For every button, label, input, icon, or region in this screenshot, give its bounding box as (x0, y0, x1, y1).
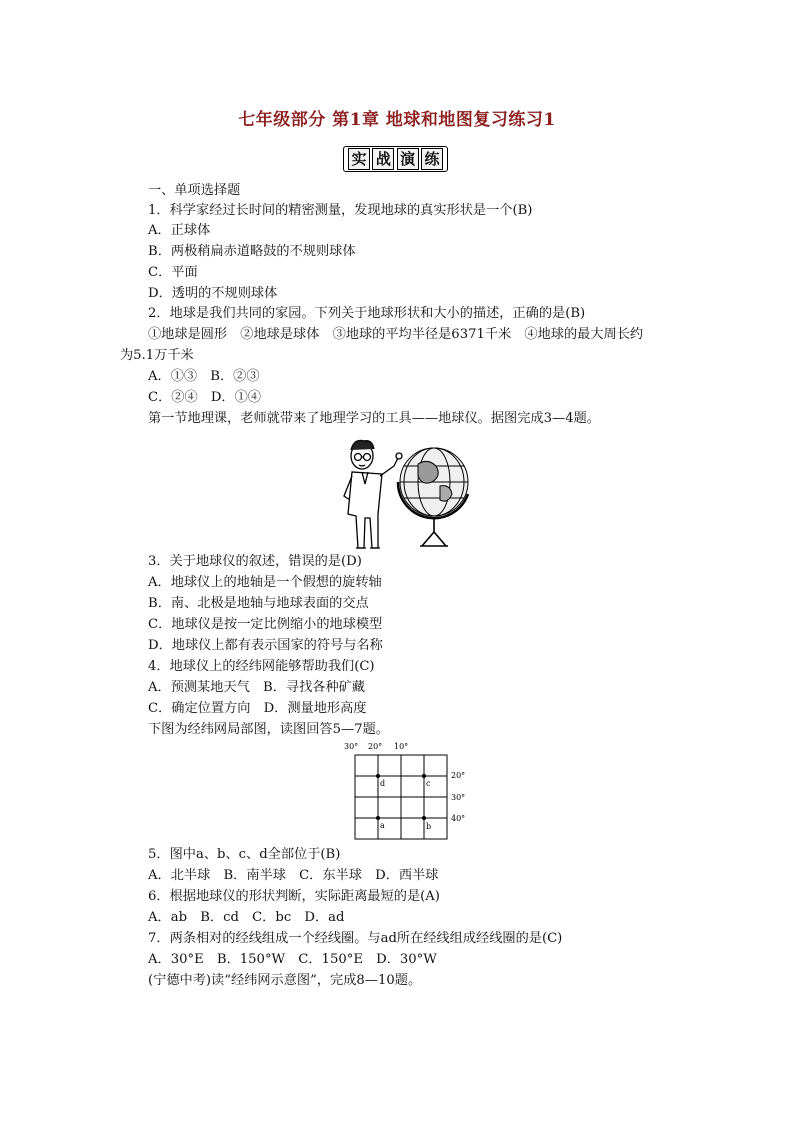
question-6: 6．根据地球仪的形状判断，实际距离最短的是(A) (148, 889, 440, 904)
point-b-marker (422, 816, 426, 820)
question-4: 4．地球仪上的经纬网能够帮助我们(C) (148, 659, 375, 674)
banner-char: 战 (372, 148, 394, 170)
option: B．两极稍扁赤道略鼓的不规则球体 (148, 244, 356, 259)
statement-list-cont: 为5.1万千米 (120, 348, 194, 363)
banner-char: 练 (421, 148, 443, 170)
point-b-label: b (426, 822, 432, 831)
option: A．①③ B．②③ (148, 369, 260, 384)
option: A．北半球 B．南半球 C．东半球 D．西半球 (148, 868, 439, 883)
option: D．透明的不规则球体 (148, 286, 278, 301)
parallel-label: 40° (451, 814, 466, 823)
option: C．确定位置方向 D．测量地形高度 (148, 701, 367, 716)
option: B．南、北极是地轴与地球表面的交点 (148, 596, 369, 611)
question-5: 5．图中a、b、c、d全部位于(B) (148, 847, 341, 862)
point-c-marker (422, 774, 426, 778)
option: A．地球仪上的地轴是一个假想的旋转轴 (148, 575, 382, 590)
point-d-label: d (380, 779, 386, 788)
option: C．平面 (148, 265, 198, 280)
section-banner (343, 146, 448, 172)
parallel-label: 30° (451, 793, 466, 802)
passage-intro: 第一节地理课，老师就带来了地理学习的工具——地球仪。据图完成3—4题。 (148, 411, 600, 426)
option: D．地球仪上都有表示国家的符号与名称 (148, 638, 383, 653)
option: A．30°E B．150°W C．150°E D．30°W (148, 952, 437, 967)
question-2: 2．地球是我们共同的家园。下列关于地球形状和大小的描述，正确的是(B) (148, 306, 586, 321)
statement-list: ①地球是圆形 ②地球是球体 ③地球的平均半径是6371千米 ④地球的最大周长约 (148, 327, 644, 342)
banner-char: 实 (348, 148, 370, 170)
question-7: 7．两条相对的经线组成一个经线圈。与ad所在经线组成经线圈的是(C) (148, 931, 563, 946)
point-d-marker (376, 774, 380, 778)
point-a-label: a (380, 821, 385, 830)
meridian-label: 30° (344, 742, 359, 751)
section-heading: 一、单项选择题 (148, 183, 241, 198)
option: A．预测某地天气 B．寻找各种矿藏 (148, 680, 366, 695)
point-a-marker (376, 816, 380, 820)
point-c-label: c (426, 779, 431, 788)
page-title: 七年级部分 第1章 地球和地图复习练习1 (238, 110, 556, 130)
option: C．地球仪是按一定比例缩小的地球模型 (148, 617, 383, 632)
passage-intro: 下图为经纬网局部图，读图回答5—7题。 (148, 722, 389, 737)
option: A．ab B．cd C．bc D．ad (148, 910, 345, 925)
passage-intro: (宁德中考)读“经纬网示意图”，完成8—10题。 (148, 973, 422, 988)
question-1: 1．科学家经过长时间的精密测量，发现地球的真实形状是一个(B) (148, 203, 533, 218)
meridian-label: 20° (368, 742, 383, 751)
graticule-grid-diagram (340, 740, 480, 846)
teacher-globe-illustration (332, 436, 482, 555)
grid-lines (355, 755, 447, 839)
question-3: 3．关于地球仪的叙述，错误的是(D) (148, 554, 362, 569)
meridian-label: 10° (394, 742, 409, 751)
parallel-label: 20° (451, 771, 466, 780)
option: C．②④ D．①④ (148, 390, 261, 405)
banner-char: 演 (397, 148, 419, 170)
option: A．正球体 (148, 223, 211, 238)
